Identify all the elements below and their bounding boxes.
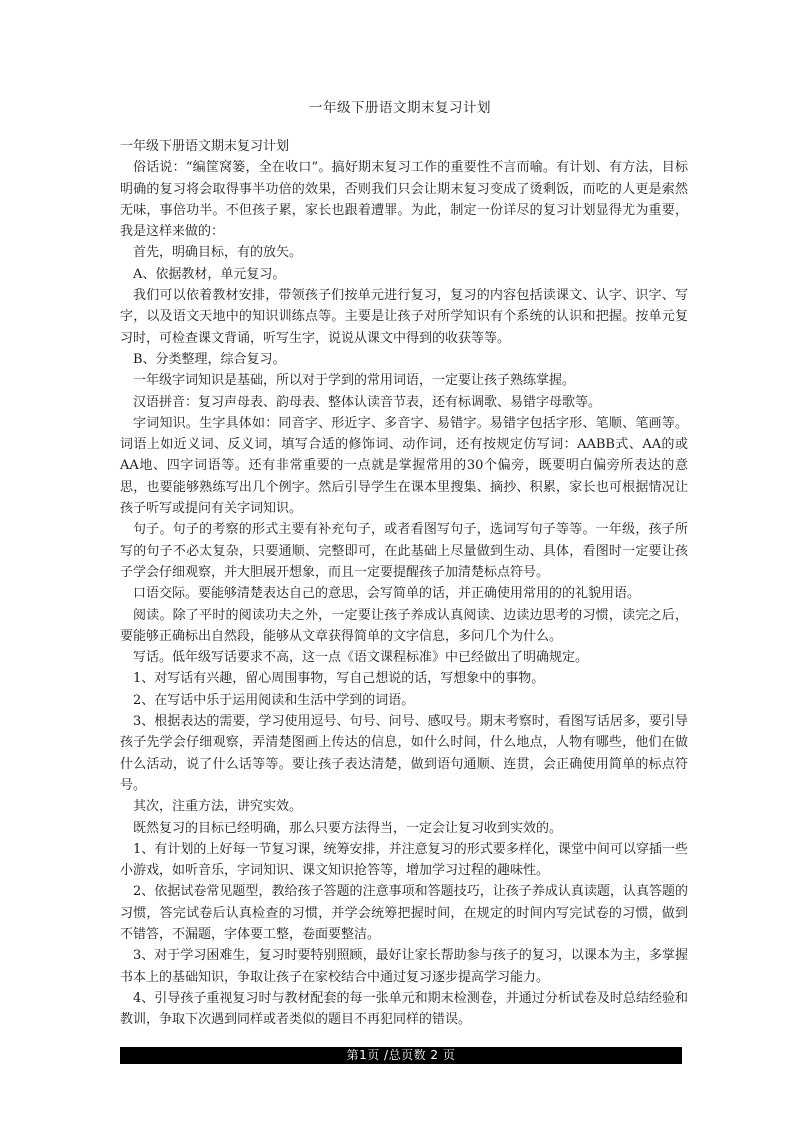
paragraph: 阅读。除了平时的阅读功夫之外，一定要让孩子养成认真阅读、边读边思考的习惯，读完之后，要能够正确标出自然段，能够从文章获得简单的文字信息，多问几个为什么。 [120, 607, 688, 644]
document-body [120, 136, 688, 1030]
page-footer: 第1页 /总页数 2 页 [120, 1047, 682, 1064]
paragraph: 汉语拼音：复习声母表、韵母表、整体认读音节表，还有标调歌、易错字母歌等。 [133, 394, 602, 410]
paragraph: 其次，注重方法，讲究实效。 [133, 799, 303, 815]
document-title: 一年级下册语文期末复习计划 [309, 100, 491, 116]
paragraph: 4、引导孩子重视复习时与教材配套的每一张单元和期末检测卷，并通过分析试卷及时总结经验和教训，争取下次遇到同样或者类似的题目不再犯同样的错误。 [120, 990, 688, 1028]
paragraph: 1、有计划的上好每一节复习课，统筹安排，并注意复习的形式要多样化，课堂中间可以穿插一些小游戏，如听音乐，字词知识、课文知识抢答等，增加学习过程的趣味性。 [120, 841, 688, 879]
paragraph: 首先，明确目标，有的放矢。 [133, 245, 303, 261]
paragraph: 我们可以依着教材安排，带领孩子们按单元进行复习，复习的内容包括读课文、认字、识字、写字，以及语文天地中的知识训练点等。主要是让孩子对所学知识有个系统的认识和把握。按单元复习时，可检查课文背诵，听写生字，说说从课文中得到的收获等等。 [120, 288, 688, 346]
paragraph: 俗话说：“编筐窝篓，全在收口”。搞好期末复习工作的重要性不言而喻。有计划、有方法，目标明确的复习将会取得事半功倍的效果，否则我们只会让期末复习变成了烫剩饭，而吃的人更是索然无味，事倍功半。不但孩子累，家长也跟着遭罪。为此，制定一份详尽的复习计划显得尤为重要，我是这样来做的： [120, 160, 688, 240]
paragraph: 2、依据试卷常见题型，教给孩子答题的注意事项和答题技巧，让孩子养成认真读题，认真答题的习惯，答完试卷后认真检查的习惯，并学会统筹把握时间，在规定的时间内写完试卷的习惯，做到不错答，不漏题，字体要工整，卷面要整洁。 [120, 884, 688, 942]
paragraph: 句子。句子的考察的形式主要有补充句子，或者看图写句子，选词写句子等等。一年级，孩子所写的句子不必太复杂，只要通顺、完整即可，在此基础上尽量做到生动、具体，看图时一定要让孩子学会仔细观察，并大胆展开想象，而且一定要提醒孩子加清楚标点符号。 [120, 522, 688, 580]
paragraph: 写话。低年级写话要求不高，这一点《语文课程标准》中已经做出了明确规定。 [133, 650, 589, 666]
document-heading: 一年级下册语文期末复习计划 [120, 139, 290, 154]
paragraph: 一年级字词知识是基础，所以对于学到的常用词语，一定要让孩子熟练掌握。 [133, 373, 576, 389]
paragraph: 字词知识。生字具体如：同音字、形近字、多音字、易错字。易错字包括字形、笔顺、笔画等。词语上如近义词、反义词，填写合适的修饰词、动作词，还有按规定仿写词：AABB式、AA的或AA地、四字词语等。还有非常重要的一点就是掌握常用的30个偏旁，既要明白偏旁所表达的意思，也要能够熟练写出几个例字。然后引导学生在课本里搜集、摘抄、积累，家长也可根据情况让孩子听写或提问有关字词知识。 [120, 415, 688, 517]
paragraph: 2、在写话中乐于运用阅读和生活中学到的词语。 [133, 692, 415, 708]
paragraph: 1、对写话有兴趣，留心周围事物，写自己想说的话，写想象中的事物。 [133, 671, 545, 687]
paragraph: A、依据教材，单元复习。 [133, 266, 286, 282]
paragraph: 既然复习的目标已经明确，那么只要方法得当，一定会让复习收到实效的。 [133, 820, 563, 836]
paragraph: B、分类整理，综合复习。 [133, 351, 286, 367]
paragraph: 3、根据表达的需要，学习使用逗号、句号、问号、感叹号。期末考察时，看图写话居多，要引导孩子先学会仔细观察，弄清楚图画上传达的信息，如什么时间，什么地点，人物有哪些，他们在做什么活动，说了什么话等等。要让孩子表达清楚，做到语句通顺、连贯，会正确使用简单的标点符号。 [120, 714, 688, 793]
paragraph: 3、对于学习困难生，复习时要特别照顾，最好让家长帮助参与孩子的复习，以课本为主，多掌握书本上的基础知识，争取让孩子在家校结合中通过复习逐步提高学习能力。 [120, 948, 688, 985]
paragraph: 口语交际。要能够清楚表达自己的意思，会写简单的话，并正确使用常用的的礼貌用语。 [133, 586, 641, 602]
